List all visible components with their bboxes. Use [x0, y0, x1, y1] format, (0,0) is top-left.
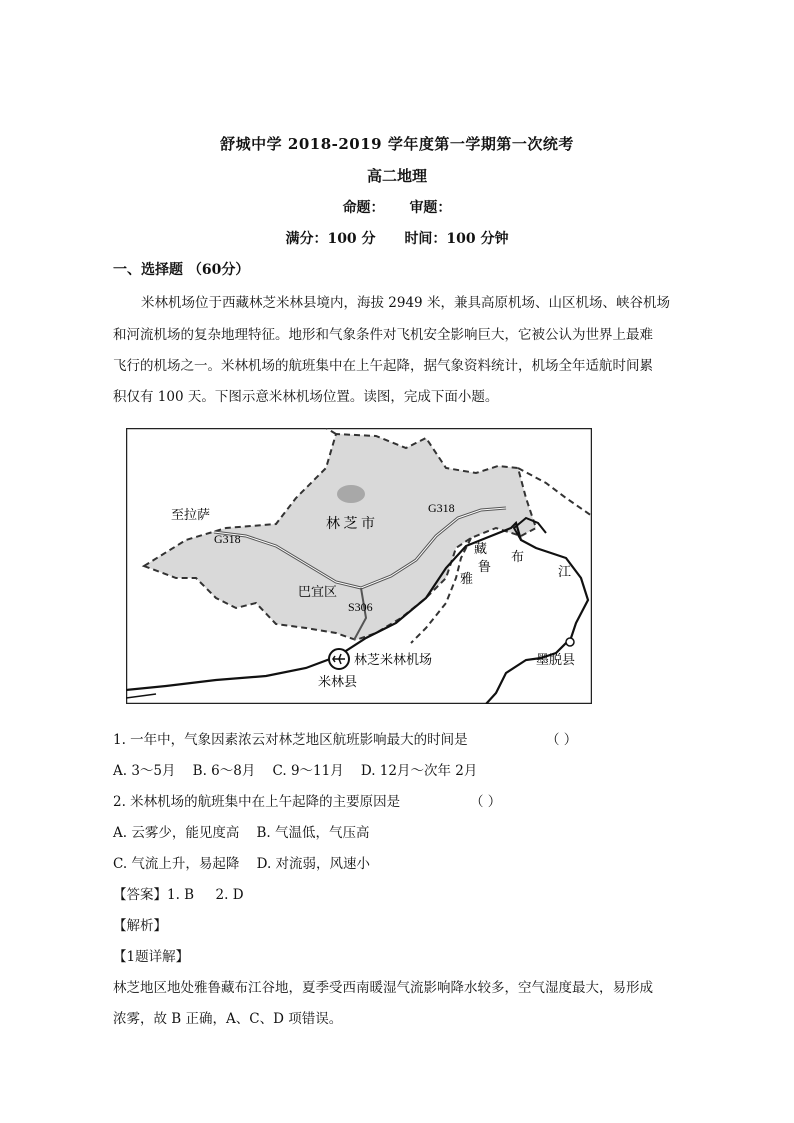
airport-location-map	[126, 428, 592, 704]
answer-line: 【答案】1. B 2. D	[113, 887, 244, 903]
analysis-label: 【解析】	[113, 918, 167, 934]
explanation-line-1: 林芝地区地处雅鲁藏布江谷地，夏季受西南暖湿气流影响降水较多，空气湿度最大，易形成	[113, 980, 653, 996]
river-label-jiang: 江	[558, 564, 572, 579]
question-2-options-2: C. 气流上升，易起降 D. 对流弱，风速小	[113, 856, 371, 872]
subject-title: 高二地理	[366, 167, 427, 185]
map-label-linzhi: 林 芝 市	[326, 517, 375, 532]
question-2-stem: 2. 米林机场的航班集中在上午起降的主要原因是	[113, 794, 401, 810]
detail-label: 【1题详解】	[113, 949, 190, 965]
question-1-stem: 1. 一年中，气象因素浓云对林芝地区航班影响最大的时间是	[113, 732, 468, 748]
question-2-options-1: A. 云雾少，能见度高 B. 气温低，气压高	[113, 825, 370, 841]
river-label-bu: 布	[511, 549, 525, 564]
intro-line-2: 和河流机场的复杂地理特征。地形和气象条件对飞机安全影响巨大，它被公认为世界上最难	[113, 327, 653, 343]
explanation-line-2: 浓雾，故 B 正确，A、C、D 项错误。	[113, 1011, 343, 1027]
map-label-medog: 墨脱县	[536, 652, 576, 667]
medog-point	[566, 638, 574, 646]
river-label-ya: 雅	[460, 571, 474, 586]
score-time-line	[0, 228, 794, 248]
lake	[337, 485, 365, 503]
question-1-options: A. 3～5月 B. 6～8月 C. 9～11月 D. 12月～次年 2月	[113, 763, 478, 779]
map-label-airport: 林芝米林机场	[354, 652, 433, 667]
map-label-milin: 米林县	[318, 674, 358, 689]
full-score: 满分：100 分	[285, 231, 376, 247]
exam-title: 舒城中学 2018-2019 学年度第一学期第一次统考	[220, 135, 574, 153]
intro-line-3: 飞行的机场之一。米林机场的航班集中在上午起降，据气象资料统计，机场全年适航时间累	[113, 358, 653, 374]
exam-time: 时间：100 分钟	[404, 231, 509, 247]
map-label-s306: S306	[348, 600, 373, 614]
map-label-g318-right: G318	[428, 501, 455, 515]
reviewer-label: 审题：	[409, 200, 452, 216]
map-label-g318-left: G318	[214, 532, 241, 546]
intro-line-4: 积仅有 100 天。下图示意米林机场位置。读图，完成下面小题。	[113, 389, 499, 405]
makers-line	[0, 197, 794, 217]
proposer-label: 命题：	[342, 200, 385, 216]
river-label-zang: 藏	[474, 541, 488, 556]
river-label-lu: 鲁	[478, 559, 492, 574]
map-label-lasa: 至拉萨	[171, 507, 211, 522]
intro-line-1: 米林机场位于西藏林芝米林县境内，海拔 2949 米，兼具高原机场、山区机场、峡谷机场	[141, 295, 670, 311]
section-title: 一、选择题 （60分）	[113, 262, 250, 278]
question-2-answer-paren: （ ）	[470, 794, 502, 810]
question-1-answer-paren: （ ）	[546, 732, 578, 748]
map-label-bayi: 巴宜区	[298, 584, 338, 599]
